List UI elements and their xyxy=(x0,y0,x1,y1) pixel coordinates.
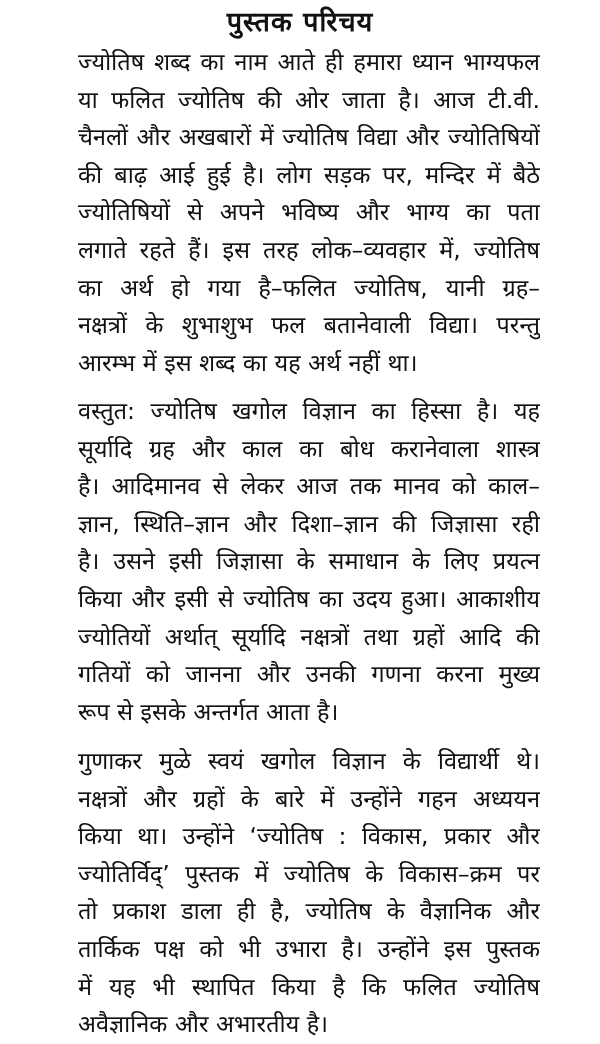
paragraph-line: का अर्थ हो गया है–फलित ज्योतिष, यानी ग्रह– xyxy=(78,273,540,302)
paragraph-line: ज्योतिर्विद्’ पुस्तक में ज्योतिष के विकास–क्रम पर xyxy=(78,859,540,888)
paragraph-line: ज्योतियों अर्थात् सूर्यादि नक्षत्रों तथा ग्रहों आदि की xyxy=(78,622,540,651)
paragraph-line: गुणाकर मुळे स्वयं खगोल विज्ञान के विद्यार्थी थे। xyxy=(78,747,540,775)
paragraph-line: किया था। उन्होंने ‘ज्योतिष : विकास, प्रकार और xyxy=(78,822,540,851)
paragraph-2 xyxy=(78,393,540,731)
paragraph-line: तो प्रकाश डाला ही है, ज्योतिष के वैज्ञानिक और xyxy=(78,897,540,926)
paragraph-line: ज्ञान, स्थिति–ज्ञान और दिशा–ज्ञान की जिज्ञासा रही xyxy=(78,509,540,538)
paragraph-line: चैनलों और अखबारों में ज्योतिष विद्या और ज्योतिषियों xyxy=(78,123,540,152)
paragraph-line: है। उसने इसी जिज्ञासा के समाधान के लिए प्रयत्न xyxy=(78,547,540,576)
paragraph-line: की बाढ़ आई हुई है। लोग सड़क पर, मन्दिर में बैठे xyxy=(78,160,540,189)
paragraph-line: वस्तुत: ज्योतिष खगोल विज्ञान का हिस्सा है। यह xyxy=(78,397,540,425)
paragraph-line: है। आदिमानव से लेकर आज तक मानव को काल– xyxy=(78,472,540,501)
paragraph-line: ज्योतिषियों से अपने भविष्य और भाग्य का पता xyxy=(78,198,540,227)
paragraph-line: नक्षत्रों और ग्रहों के बारे में उन्होंने गहन अध्ययन xyxy=(78,784,540,813)
paragraph-line: ज्योतिष शब्द का नाम आते ही हमारा ध्यान भाग्यफल xyxy=(78,48,540,76)
paragraph-line: तार्किक पक्ष को भी उभारा है। उन्होंने इस पुस्तक xyxy=(78,934,540,963)
paragraph-line: रूप से इसके अन्तर्गत आता है। xyxy=(78,697,339,726)
paragraph-line: अवैज्ञानिक और अभारतीय है। xyxy=(78,1010,329,1039)
paragraph-line: लगाते रहते हैं। इस तरह लोक–व्यवहार में, ज्योतिष xyxy=(78,235,540,264)
paragraph-3 xyxy=(78,743,540,1044)
paragraph-line: आरम्भ में इस शब्द का यह अर्थ नहीं था। xyxy=(78,348,418,377)
paragraph-line: सूर्यादि ग्रह और काल का बोध करानेवाला शास्त्र xyxy=(78,434,540,463)
page-title: पुस्तक परिचय xyxy=(226,7,374,38)
paragraph-line: में यह भी स्थापित किया है कि फलित ज्योतिष xyxy=(78,972,540,1001)
paragraph-line: किया और इसी से ज्योतिष का उदय हुआ। आकाशीय xyxy=(78,584,540,613)
paragraph-line: या फलित ज्योतिष की ओर जाता है। आज टी.वी. xyxy=(78,85,540,114)
paragraph-1 xyxy=(78,44,540,382)
paragraph-line: नक्षत्रों के शुभाशुभ फल बतानेवाली विद्या। परन्तु xyxy=(78,311,540,340)
paragraph-line: गतियों को जानना और उनकी गणना करना मुख्य xyxy=(78,660,540,689)
